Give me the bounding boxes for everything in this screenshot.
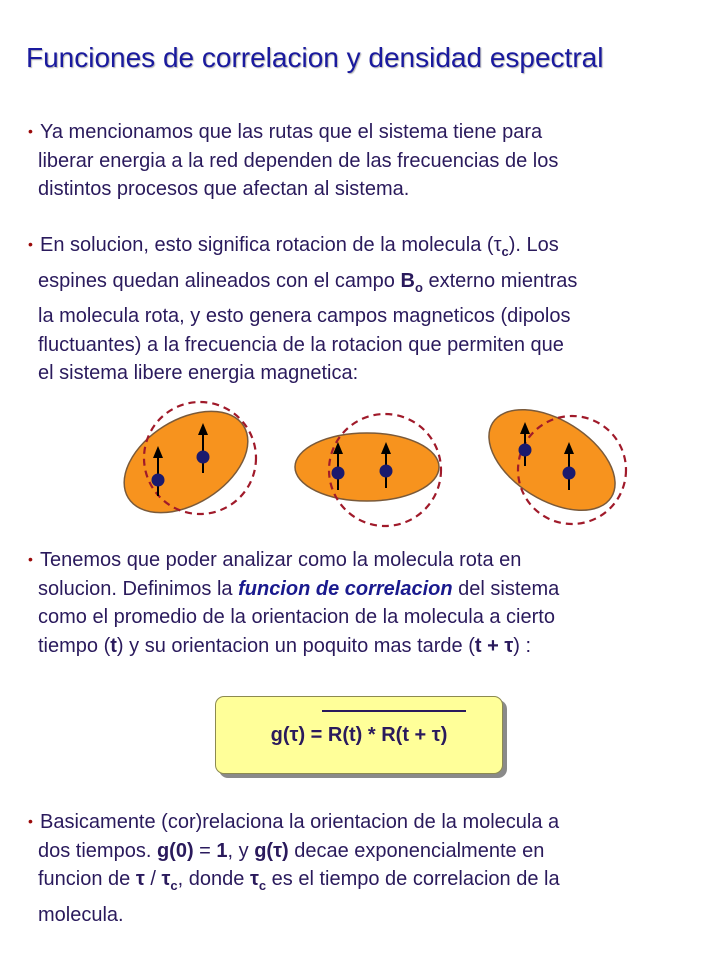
time-symbol: t: [110, 634, 117, 657]
g-zero: g(0): [156, 839, 194, 862]
time-plus-tau: t + τ: [474, 634, 514, 657]
page-title: Funciones de correlacion y densidad espectral: [26, 42, 604, 73]
one-value: 1: [216, 839, 228, 862]
p1-line-3: distintos procesos que afectan al sistema.: [38, 178, 410, 200]
p1-line-2: liberar energia a la red dependen de las frecuencias de los: [38, 149, 559, 172]
field-symbol-b: B: [400, 269, 415, 292]
correlation-term: funcion de correlacion: [238, 577, 453, 600]
p4-text: decae exponencialmente en: [288, 839, 545, 862]
p4-text: /: [144, 868, 162, 890]
p4-text: funcion de: [38, 868, 136, 890]
subscript-o: o: [414, 279, 423, 295]
paragraph-2: [28, 230, 708, 388]
paragraph-1: [28, 117, 708, 204]
subscript-c: c: [258, 878, 267, 893]
p4-text: =: [193, 839, 217, 862]
p1-line-1: Ya mencionamos que las rutas que el sistema tiene para: [40, 121, 543, 143]
p3-line-3: como el promedio de la orientacion de la molecula a cierto: [38, 606, 555, 628]
g-tau: g(τ): [254, 839, 289, 862]
p4-line-1: Basicamente (cor)relaciona la orientacion de la molecula a: [40, 811, 560, 833]
bullet-icon: •: [28, 123, 33, 139]
bullet-icon: •: [28, 813, 33, 829]
p3-text: tiempo (: [38, 634, 111, 657]
p3-text: del sistema: [452, 577, 560, 600]
correlation-formula: g(τ) = R(t) * R(t + τ): [270, 724, 448, 746]
p3-text: ) :: [513, 634, 532, 657]
molecule-3: [471, 395, 632, 531]
molecule-rotation-diagram: [0, 395, 720, 535]
p3-text: solucion. Definimos la: [38, 577, 239, 600]
bullet-icon: •: [28, 551, 33, 567]
p4-text: dos tiempos.: [38, 839, 157, 862]
p3-line-1: Tenemos que poder analizar como la molecula rota en: [40, 549, 522, 571]
p2-line-3: la molecula rota, y esto genera campos magneticos (dipolos: [38, 305, 571, 327]
paragraph-3: [28, 545, 708, 660]
average-overbar: [322, 710, 466, 712]
tau-symbol: τ: [135, 868, 145, 890]
formula-box: [215, 696, 505, 776]
bullet-icon: •: [28, 236, 33, 252]
tau-symbol: τ: [493, 234, 502, 256]
subscript-c: c: [501, 244, 509, 259]
subscript-c: c: [170, 878, 178, 893]
molecule-ellipse: [295, 433, 439, 501]
tau-symbol: τ: [161, 868, 171, 890]
molecule-1: [106, 395, 266, 534]
p2-text: externo mientras: [422, 269, 578, 292]
p4-text: , y: [227, 839, 255, 862]
p2-text: ). Los: [508, 234, 559, 256]
p2-text: En solucion, esto significa rotacion de la molecula (: [40, 234, 494, 256]
molecule-2: [295, 414, 441, 526]
tau-symbol: τ: [249, 868, 259, 890]
p2-line-5: el sistema libere energia magnetica:: [38, 362, 359, 384]
p4-text: , donde: [177, 868, 250, 890]
paragraph-4: [28, 807, 708, 929]
p2-text: espines quedan alineados con el campo: [38, 269, 401, 292]
p2-line-4: fluctuantes) a la frecuencia de la rotacion que permiten que: [38, 333, 564, 356]
p4-text: es el tiempo de correlacion de la: [266, 868, 560, 890]
p3-text: ) y su orientacion un poquito mas tarde (: [116, 634, 475, 657]
p4-line-4: molecula.: [38, 903, 124, 926]
molecule-ellipse: [471, 395, 632, 531]
